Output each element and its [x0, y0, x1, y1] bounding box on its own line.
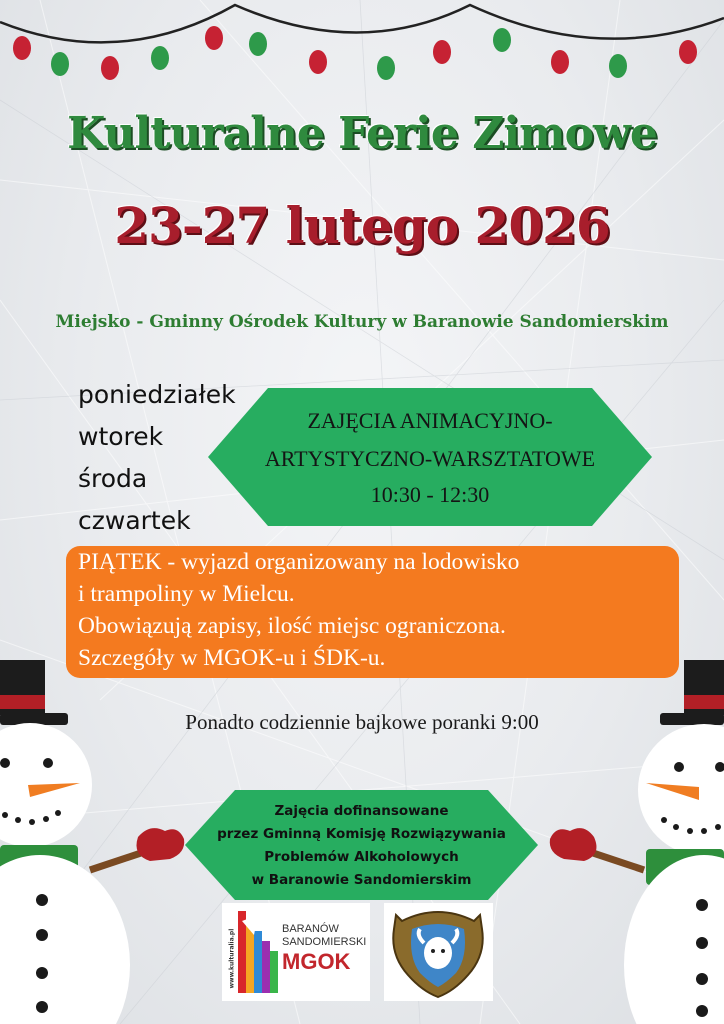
snowman-right-icon — [534, 655, 724, 1024]
coat-of-arms-logo — [384, 903, 493, 1001]
logo-line2: SANDOMIERSKI — [282, 936, 367, 948]
mgok-colored-bars-icon — [238, 911, 280, 993]
morning-fairytales-note: Ponadto codziennie bajkowe poranki 9:00 — [185, 710, 539, 734]
baranow-coat-of-arms-icon — [388, 905, 488, 999]
day-tuesday: wtorek — [78, 422, 164, 451]
mgok-logo — [222, 903, 370, 1001]
event-dates: 23-27 lutego 2026 — [114, 196, 610, 255]
logo-url-text: www.kulturalia.pl — [228, 928, 236, 989]
friday-line2: i trampoliny w Mielcu. — [78, 581, 295, 607]
day-monday: poniedziałek — [78, 380, 236, 409]
organizer-name: Miejsko - Gminny Ośrodek Kultury w Baranowie Sandomierskim — [55, 312, 669, 332]
funding-line3: Problemów Alkoholowych — [264, 849, 459, 865]
logo-line3: MGOK — [282, 949, 351, 974]
light-bulbs-icon — [13, 26, 697, 80]
friday-line4: Szczegóły w MGOK-u i ŚDK-u. — [78, 645, 386, 671]
workshop-title-line2: ARTYSTYCZNO-WARSZTATOWE — [264, 446, 596, 471]
funding-line2: przez Gminną Komisję Rozwiązywania — [217, 826, 506, 842]
workshop-time: 10:30 - 12:30 — [370, 482, 490, 507]
day-thursday: czwartek — [78, 506, 191, 535]
christmas-lights-garland — [0, 0, 724, 90]
friday-line3: Obowiązują zapisy, ilość miejsc ograniczona. — [78, 613, 506, 639]
day-wednesday: środa — [78, 464, 148, 493]
logo-line1: BARANÓW — [282, 923, 339, 935]
poster-title: Kulturalne Ferie Zimowe — [67, 108, 657, 159]
workshop-title-line1: ZAJĘCIA ANIMACYJNO- — [307, 408, 553, 433]
snowman-left-icon — [0, 655, 200, 1024]
funding-line1: Zajęcia dofinansowane — [274, 803, 449, 819]
friday-line1: PIĄTEK - wyjazd organizowany na lodowisko — [78, 549, 520, 575]
funding-line4: w Baranowie Sandomierskim — [251, 872, 472, 888]
